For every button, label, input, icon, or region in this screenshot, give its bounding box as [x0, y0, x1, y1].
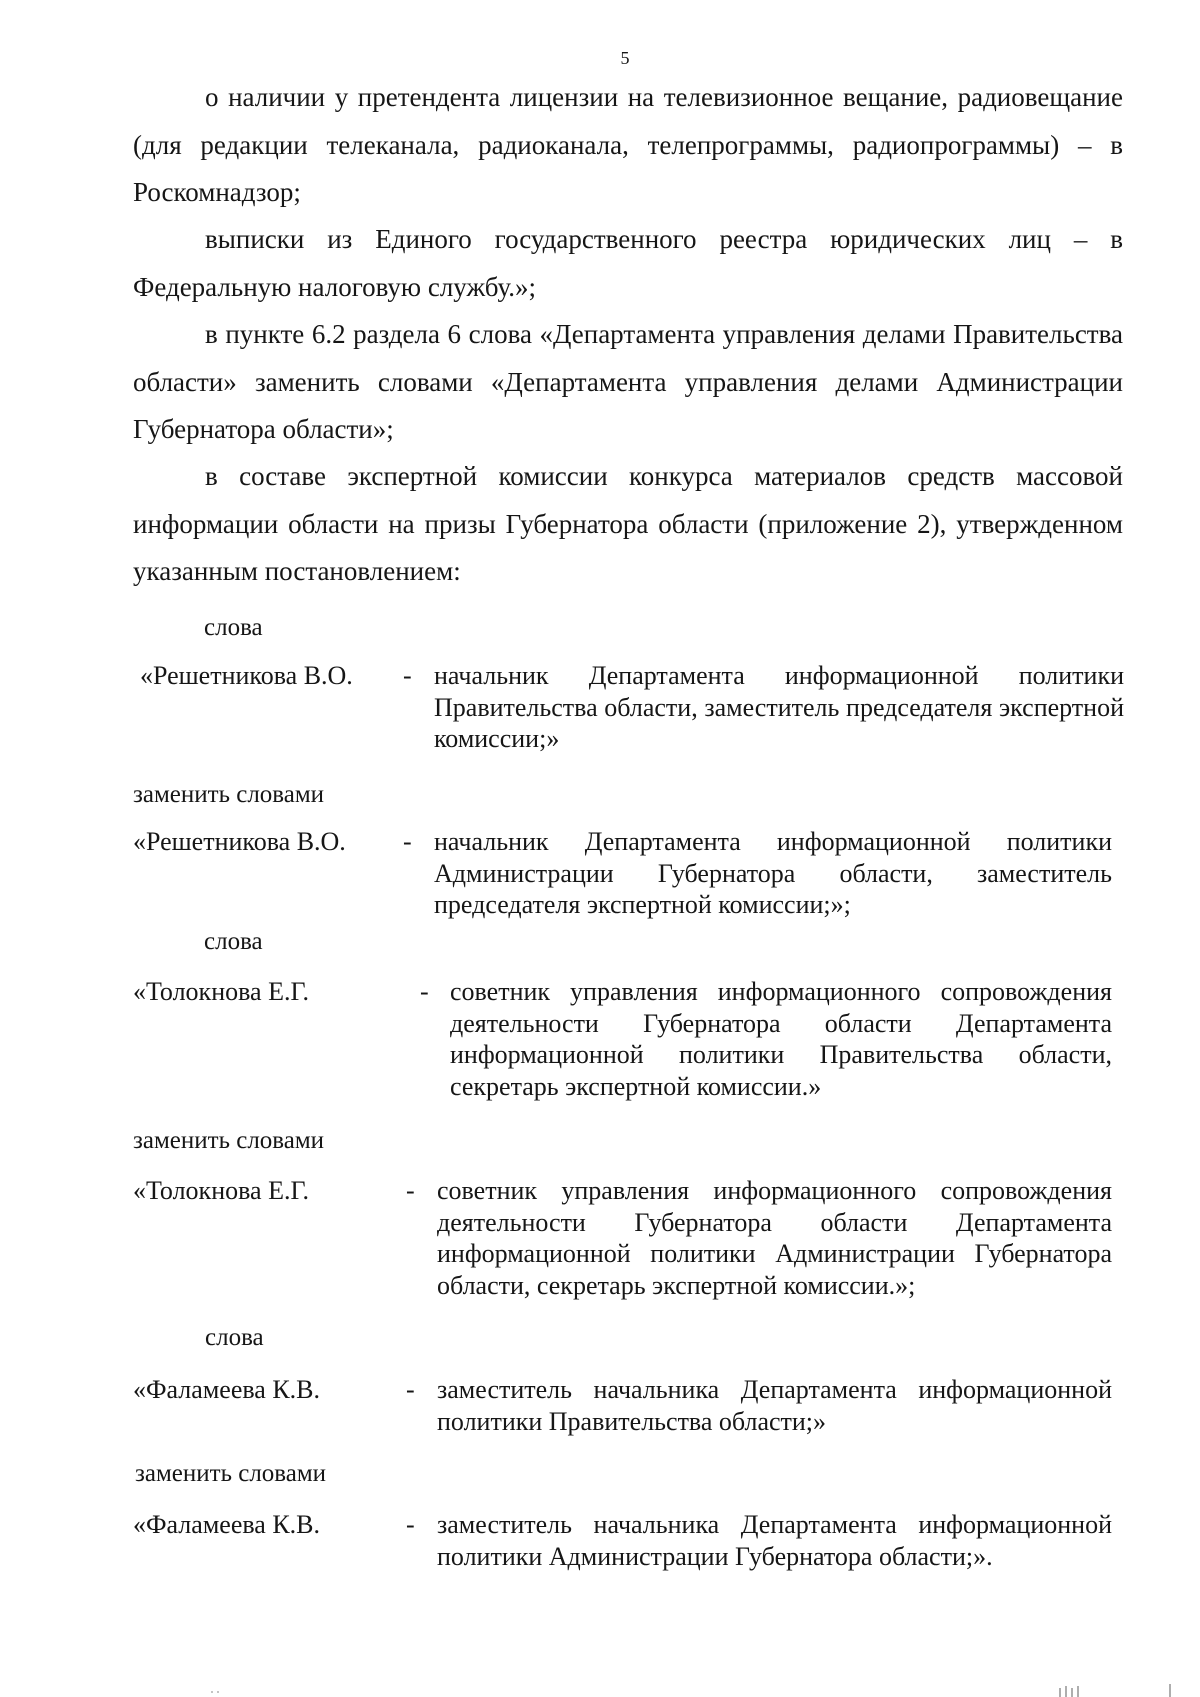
member-name: «Толокнова Е.Г.	[133, 977, 310, 1006]
member-dash: -	[406, 1176, 415, 1205]
member-name: «Решетникова В.О.	[133, 827, 346, 856]
scan-artifacts	[0, 1670, 1200, 1697]
member-name: «Решетникова В.О.	[140, 661, 353, 690]
member-dash: -	[403, 661, 412, 690]
label-replace: заменить словами	[133, 781, 325, 808]
paragraph-item-6-2: в пункте 6.2 раздела 6 слова «Департамента управления делами Правительства области» заменить словами «Департамента управления делами Администрации Губернатора области»;	[133, 319, 1123, 444]
label-replace: заменить словами	[135, 1460, 327, 1487]
member-dash: -	[420, 977, 429, 1006]
page-number: 5	[620, 48, 630, 68]
label-words: слова	[204, 614, 263, 641]
member-dash: -	[406, 1375, 415, 1404]
label-replace: заменить словами	[133, 1127, 325, 1154]
label-words: слова	[204, 928, 263, 955]
member-description: начальник Департамента информационной политики Администрации Губернатора области, заместитель председателя экспертной комиссии;»;	[434, 827, 1112, 919]
paragraph-tax-service: выписки из Единого государственного реестра юридических лиц – в Федеральную налоговую службу.»;	[133, 224, 1123, 302]
member-description: начальник Департамента информационной политики Правительства области, заместитель председателя экспертной комиссии;»	[434, 661, 1124, 753]
member-dash: -	[403, 827, 412, 856]
member-description: заместитель начальника Департамента информационной политики Администрации Губернатора области;».	[437, 1510, 1112, 1571]
member-dash: -	[406, 1510, 415, 1539]
member-name: «Толокнова Е.Г.	[133, 1176, 310, 1205]
member-description: советник управления информационного сопровождения деятельности Губернатора области Департамента информационной политики Администрации Губернатора области, секретарь экспертной комиссии.»;	[437, 1176, 1112, 1300]
member-name: «Фаламеева К.В.	[133, 1375, 321, 1404]
member-description: заместитель начальника Департамента информационной политики Правительства области;»	[437, 1375, 1112, 1436]
member-name: «Фаламеева К.В.	[133, 1510, 321, 1539]
paragraph-commission: в составе экспертной комиссии конкурса материалов средств массовой информации области на призы Губернатора области (приложение 2), утвержденном указанным постановлением:	[133, 461, 1123, 586]
label-words: слова	[205, 1324, 264, 1351]
member-description: советник управления информационного сопровождения деятельности Губернатора области Департамента информационной политики Правительства области, секретарь экспертной комиссии.»	[450, 977, 1112, 1101]
paragraph-license: о наличии у претендента лицензии на телевизионное вещание, радиовещание (для редакции телеканала, радиоканала, телепрограммы, радиопрограммы) – в Роскомнадзор;	[133, 82, 1123, 207]
